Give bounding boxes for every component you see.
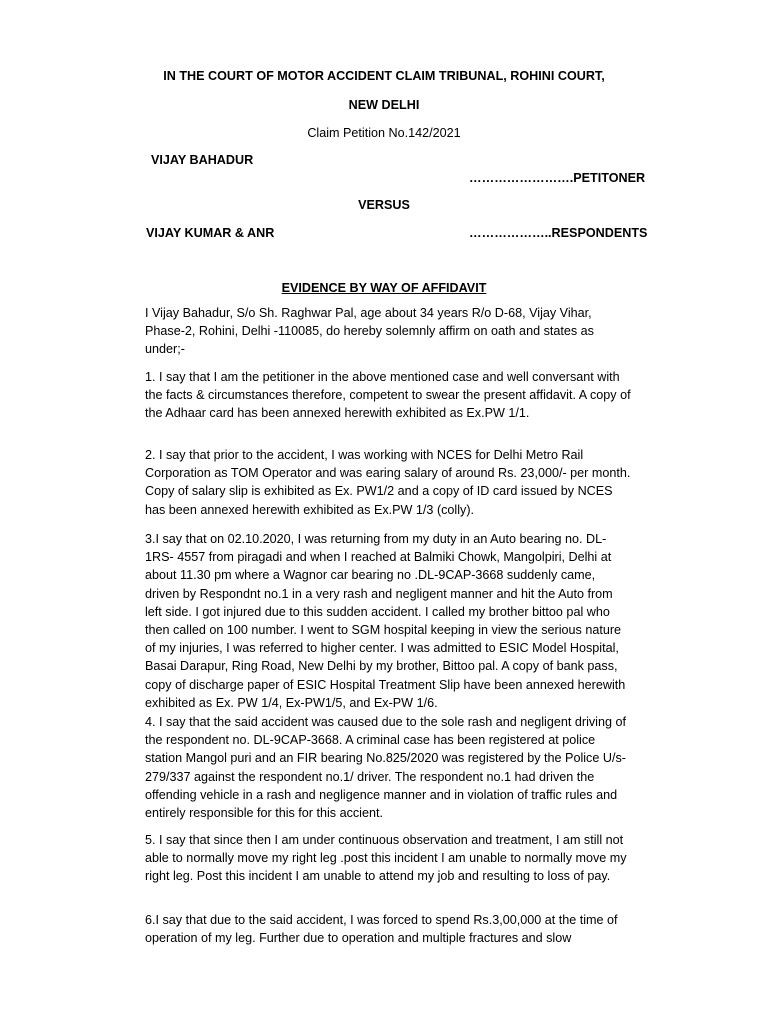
petitioner-name: VIJAY BAHADUR bbox=[151, 153, 254, 167]
paragraph-5: 5. I say that since then I am under continuous observation and treatment, I am still not able to normally move my right leg .post this incident I am unable to normally move my right leg. Post this incident I am unable to attend my job and resulting to loss of pay. bbox=[145, 833, 627, 884]
respondent-label: ………………..RESPONDENTS bbox=[469, 226, 648, 240]
petitioner-label: …………………….PETITONER bbox=[469, 171, 646, 185]
intro-paragraph: I Vijay Bahadur, S/o Sh. Raghwar Pal, age about 34 years R/o D-68, Vijay Vihar, Phase-2, Rohini, Delhi -110085, do hereby solemnly affirm on oath and states as under;- bbox=[145, 306, 594, 357]
versus-label: VERSUS bbox=[358, 198, 410, 212]
claim-petition-number: Claim Petition No.142/2021 bbox=[307, 126, 461, 140]
court-heading-line2: NEW DELHI bbox=[348, 98, 420, 112]
paragraph-6: 6.I say that due to the said accident, I was forced to spend Rs.3,00,000 at the time of operation of my leg. Further due to operation and multiple fractures and slow bbox=[145, 913, 618, 946]
paragraph-4: 4. I say that the said accident was caused due to the sole rash and negligent driving of the respondent no. DL-9CAP-3668. A criminal case has been registered at police station Mangol puri and an FIR bearing No.825/2020 was registered by the Police U/s-279/337 against the respondent no.1/ driver. The respondent no.1 had driven the offending vehicle in a rash and negligence manner and in violation of traffic rules and entirely responsible for this for this accient. bbox=[145, 715, 626, 821]
affidavit-title: EVIDENCE BY WAY OF AFFIDAVIT bbox=[281, 281, 487, 295]
court-heading-line1: IN THE COURT OF MOTOR ACCIDENT CLAIM TRIBUNAL, ROHINI COURT, bbox=[163, 69, 605, 83]
paragraph-2: 2. I say that prior to the accident, I was working with NCES for Delhi Metro Rail Corporation as TOM Operator and was earing salary of around Rs. 23,000/- per month. Copy of salary slip is exhibited as Ex. PW1/2 and a copy of ID card issued by NCES has been annexed herewith exhibited as Ex.PW 1/3 (colly). bbox=[145, 448, 631, 517]
paragraph-3: 3.I say that on 02.10.2020, I was returning from my duty in an Auto bearing no. DL- 1RS- 4557 from piragadi and when I reached at Balmiki Chowk, Mangolpiri, Delhi at about 11.30 pm where a Wagnor car bearing no .DL-9CAP-3668 suddenly came, driven by Respondnt no.1 in a very rash and negligent manner and hit the Auto from left side. I got injured due to this sudden accident. I called my brother bittoo pal who then called on 100 number. I went to SGM hospital keeping in view the serious nature of my injuries, I was referred to higher center. I was admitted to ESIC Model Hospital, Basai Darapur, Ring Road, New Delhi by my brother, Bittoo pal. A copy of bank pass, copy of discharge paper of ESIC Hospital Treatment Slip have been annexed herewith exhibited as Ex. PW 1/4, Ex-PW1/5, and Ex-PW 1/6. bbox=[145, 532, 626, 710]
respondent-name: VIJAY KUMAR & ANR bbox=[146, 226, 275, 240]
paragraph-1: 1. I say that I am the petitioner in the above mentioned case and well conversant with the facts & circumstances therefore, competent to swear the present affidavit. A copy of the Adhaar card has been annexed herewith exhibited as Ex.PW 1/1. bbox=[145, 370, 631, 421]
